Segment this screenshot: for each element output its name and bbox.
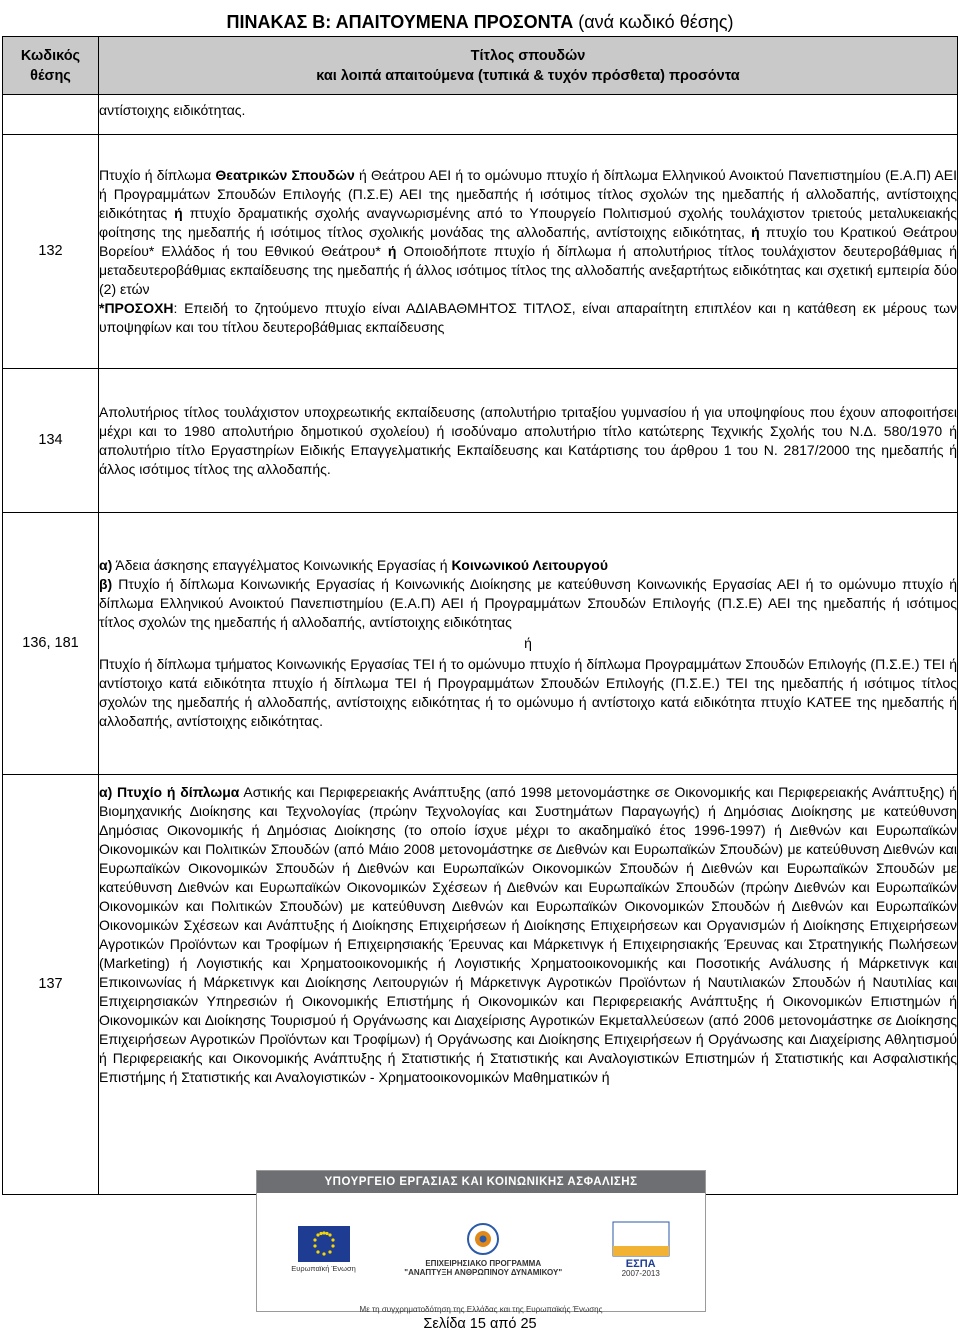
program-emblem-icon bbox=[460, 1221, 506, 1257]
funding-caption: Με τη συγχρηματοδότηση της Ελλάδας και της Ευρωπαϊκής Ένωσης bbox=[359, 1305, 603, 1314]
row-requirements bbox=[99, 513, 958, 775]
header-title bbox=[99, 37, 958, 95]
program-line1: ΕΠΙΧΕΙΡΗΣΙΑΚΟ ΠΡΟΓΡΑΜΜΑ bbox=[425, 1259, 542, 1268]
requirement-a-label: α) Πτυχίο ή δίπλωμα bbox=[99, 784, 240, 800]
table-row-continuation bbox=[3, 95, 958, 135]
funding-logo-band bbox=[256, 1170, 706, 1312]
header-title-line2: και λοιπά απαιτούμενα (τυπικά & τυχόν πρόσθετα) προσόντα bbox=[316, 67, 740, 84]
table-header-row bbox=[3, 37, 958, 95]
program-line2: "ΑΝΑΠΤΥΞΗ ΑΝΘΡΩΠΙΝΟΥ ΔΥΝΑΜΙΚΟΥ" bbox=[404, 1268, 563, 1277]
or-separator: ή bbox=[524, 635, 532, 651]
header-code: Κωδικός θέσης bbox=[3, 37, 99, 95]
table-row bbox=[3, 369, 958, 513]
row-code: 136, 181 bbox=[3, 513, 99, 775]
page-title bbox=[0, 12, 960, 33]
ministry-banner: ΥΠΟΥΡΓΕΙΟ ΕΡΓΑΣΙΑΣ ΚΑΙ ΚΟΙΝΩΝΙΚΗΣ ΑΣΦΑΛΙΣΗΣ bbox=[257, 1171, 705, 1193]
requirement-b: β) Πτυχίο ή δίπλωμα Κοινωνικής Εργασίας ή Κοινωνικής Διοίκησης με κατεύθυνση Κοινωνικής Εργασίας ΑΕΙ ή το ομώνυμο πτυχίο ή δίπλωμα Ελληνικού Ανοικτού Πανεπιστημίου (Ε.Α.Π) ΑΕΙ ή Προγραμμάτων Σπουδών Επιλογής (Π.Σ.Ε) ΑΕΙ της ημεδαπής ή ισότιμος τίτλος σχολών της ημεδαπής ή αλλοδαπής, αντίστοιχης ειδικότητας bbox=[99, 576, 957, 630]
attention-note: *ΠΡΟΣΟΧΗ: Επειδή το ζητούμενο πτυχίο είναι ΑΔΙΑΒΑΘΜΗΤΟΣ ΤΙΤΛΟΣ, είναι απαραίτητη επιπλέον και η κατάθεση εκ μέρους των υποψηφίων και του τίτλου δευτεροβάθμιας εκπαίδευσης bbox=[99, 300, 957, 335]
requirement-a-text: Αστικής και Περιφερειακής Ανάπτυξης (από 1998 μετονομάστηκε σε Οικονομικής και Περιφερειακής Ανάπτυξης) ή Βιομηχανικής Διοίκησης και Τεχνολογίας (πρώην Τεχνολογίας και Συστημάτων Παραγωγής) ή Δημόσιας Διοίκησης με κατεύθυνση Δημόσιας Οικονομικής ή Δημόσιας Διοίκησης (το οποίο ίσχυε μέχρι το ακαδημαϊκό έτος 1996-1997) ή Διεθνών και Ευρωπαϊκών Οικονομικών και Πολιτικών Σπουδών (από Μάιο 2008 μετονομάστηκε σε Διεθνών και Ευρωπαϊκών Σπουδών) με κατεύθυνση Διεθνών και Ευρωπαϊκών Οικονομικών Σπουδών ή Διεθνών και Ευρωπαϊκών Οικονομικών Σπουδών ή Διεθνών και Ευρωπαϊκών Σπουδών με κατεύθυνση Διεθνών και Ευρωπαϊκών Οικονομικών Σχέσεων ή Διεθνών και Ευρωπαϊκών Σπουδών (πρώην Διεθνών και Ευρωπαϊκών Οικονομικών και Πολιτικών Σπουδών) με κατεύθυνση Διεθνών και Ευρωπαϊκών Οικονομικών Σπουδών ή Διεθνών και Ευρωπαϊκών Οικονομικών Σχέσεων και Ανάπτυξης ή Διοίκησης Επιχειρήσεων ή Διοίκησης Επιχειρήσεων και Οργανισμών ή Διοίκησης Επιχειρήσεων Αγροτικών Προϊόντων και Τροφίμων ή Επιχειρησιακής Έρευνας και Μάρκετινγκ ή Επιχειρησιακής Έρευνας και Στρατηγικής Πωλήσεων (Marketing) ή Λογιστικής και Χρηματοοικονομικής ή Λογιστικής Χρηματοοικονομικής και Ποσοτικής Ανάλυσης ή Μάρκετινγκ και Επικοινωνίας ή Μάρκετινγκ και Διοίκησης Λειτουργιών ή Μάρκετινγκ Αγροτικών Προϊόντων ή Ναυτιλιακών Σπουδών ή Ναυτιλίας και Επιχειρησιακών Υπηρεσιών ή Οικονομικής Επιστήμης ή Οικονομικών και Περιφερειακής Ανάπτυξης ή Οικονομικών Επιστημών ή Οικονομικών και Διοίκησης Τουρισμού ή Οργάνωσης και Διαχείρισης Αγροτικών Εκμεταλλεύσεων (από 2006 μετονομάστηκε σε Διοίκησης Επιχειρήσεων Αγροτικών Προϊόντων και Τροφίμων) ή Οργάνωσης και Διοίκησης Επιχειρήσεων ή Οργάνωσης και Διαχείρισης Αθλητισμού ή Περιφερειακής και Οικονομικής Ανάπτυξης ή Στατιστικής ή Στατιστικής και Αναλογιστικών Επιστημών ή Στατιστικής και Ασφαλιστικής Επιστήμης ή Στατιστικής και Αναλογιστικών - Χρηματοοικονομικών Μαθηματικών ή bbox=[99, 784, 957, 1085]
requirements-table bbox=[2, 36, 958, 1195]
logos-row bbox=[257, 1193, 705, 1305]
row-requirements: Απολυτήριος τίτλος τουλάχιστον υποχρεωτικής εκπαίδευσης (απολυτήριο τριταξίου γυμνασίου ή για υποψηφίους που έχουν αποφοιτήσει μέχρι και το 1980 απολυτήριο δημοτικού σχολείου) ή ισοδύναμο απολυτήριο τίτλο κατώτερης Τεχνικής Σχολής του Ν.Δ. 580/1970 ή απολυτήριο τίτλο Εργαστηρίων Ειδικής Επαγγελματικής Εκπαίδευσης και Κατάρτισης του άρθρου 1 του Ν. 2817/2000 της ημεδαπής ή άλλος ισότιμος τίτλος της αλλοδαπής. bbox=[99, 369, 958, 513]
program-logo bbox=[404, 1221, 562, 1277]
espa-emblem-icon bbox=[611, 1220, 671, 1258]
row-code: 132 bbox=[3, 135, 99, 369]
page-title-suffix: (ανά κωδικό θέσης) bbox=[573, 12, 734, 32]
row-code: 137 bbox=[3, 775, 99, 1195]
continuation-code-cell bbox=[3, 95, 99, 135]
table-row bbox=[3, 135, 958, 369]
requirement-paragraph: Πτυχίο ή δίπλωμα Θεατρικών Σπουδών ή Θεάτρου ΑΕΙ ή το ομώνυμο πτυχίο ή δίπλωμα Ελληνικού Ανοικτού Πανεπιστημίου (Ε.Α.Π) ΑΕΙ ή Προγραμμάτων Σπουδών Επιλογής (Π.Σ.Ε) ΑΕΙ της ημεδαπής ή ισότιμος τίτλος σχολών της ημεδαπής ή αλλοδαπής, αντίστοιχης ειδικότητας ή πτυχίο δραματικής σχολής αναγνωρισμένης από το Υπουργείο Πολιτισμού σχολής τουλάχιστον τριετούς μεταλυκειακής φοίτησης της ημεδαπής ή ισότιμος τίτλος σχολικής μονάδας της αλλοδαπής, αντίστοιχης ειδικότητας, ή πτυχίο του Κρατικού Θεάτρου Βορείου* Ελλάδος ή του Εθνικού Θεάτρου* ή Οποιοδήποτε πτυχίο ή δίπλωμα ή απολυτήριος τίτλος τουλάχιστον δευτεροβάθμιας ή μεταδευτεροβάθμιας εκπαίδευσης της ημεδαπής ή άλλος ισότιμος τίτλος της αλλοδαπής ανεξαρτήτως ειδικότητας και σχετική εμπειρία δύο (2) ετών bbox=[99, 167, 958, 297]
espa-logo bbox=[611, 1220, 671, 1278]
requirement-c: Πτυχίο ή δίπλωμα τμήματος Κοινωνικής Εργασίας ΤΕΙ ή το ομώνυμο πτυχίο ή δίπλωμα Προγραμμάτων Σπουδών Επιλογής (Π.Σ.Ε.) ΤΕΙ ή αντίστοιχο κατά ειδικότητα πτυχίο ή δίπλωμα ΤΕΙ ή Προγραμμάτων Σπουδών Επιλογής (Π.Σ.Ε.) ΤΕΙ της ημεδαπής ή ισότιμος τίτλος σχολών της ημεδαπής ή αλλοδαπής, αντίστοιχης ειδικότητας ή το ομώνυμο ή αντίστοιχο κατά ειδικότητα πτυχίο ΚΑΤΕΕ της ημεδαπής ή αλλοδαπής, αντίστοιχης ειδικότητας. bbox=[99, 656, 957, 729]
continuation-text: αντίστοιχης ειδικότητας. bbox=[99, 95, 958, 135]
table-row bbox=[3, 775, 958, 1195]
espa-label: ΕΣΠΑ bbox=[625, 1258, 656, 1270]
page-title-main: ΠΙΝΑΚΑΣ Β: ΑΠΑΙΤΟΥΜΕΝΑ ΠΡΟΣΟΝΤΑ bbox=[226, 12, 574, 32]
row-requirements bbox=[99, 775, 958, 1195]
eu-logo bbox=[291, 1226, 355, 1273]
table-row bbox=[3, 513, 958, 775]
header-title-line1: Τίτλος σπουδών bbox=[470, 47, 586, 64]
row-code: 134 bbox=[3, 369, 99, 513]
eu-label: Ευρωπαϊκή Ένωση bbox=[291, 1263, 356, 1273]
requirement-a: α) Άδεια άσκησης επαγγέλματος Κοινωνικής Εργασίας ή Κοινωνικού Λειτουργού bbox=[99, 557, 609, 573]
espa-years: 2007-2013 bbox=[621, 1269, 660, 1278]
row-requirements bbox=[99, 135, 958, 369]
page-number: Σελίδα 15 από 25 bbox=[423, 1316, 537, 1332]
eu-flag-icon bbox=[298, 1226, 350, 1262]
